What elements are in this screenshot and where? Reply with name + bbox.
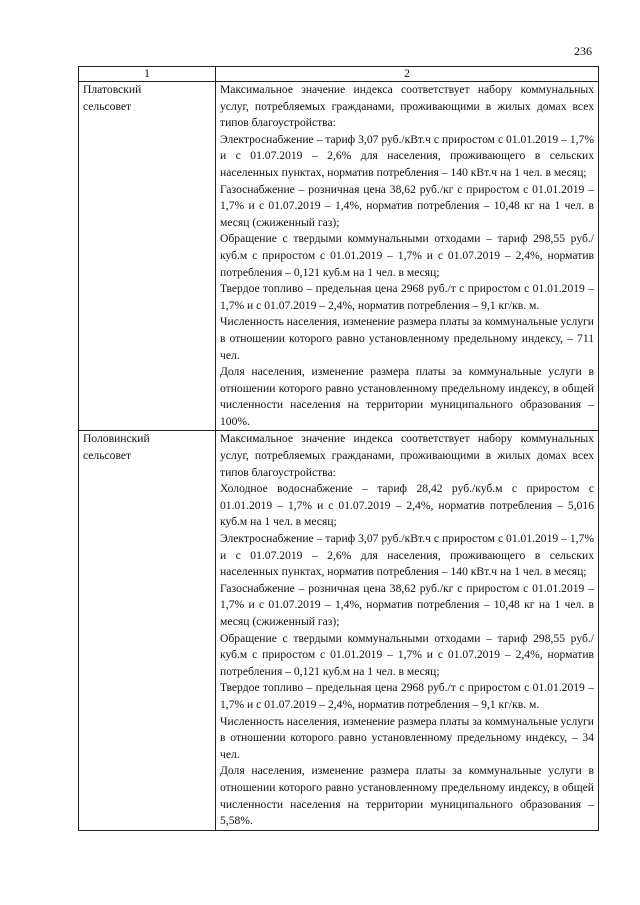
municipality-name-line: Платовский: [83, 83, 142, 96]
municipality-cell: [79, 431, 216, 830]
description-paragraph: Газоснабжение – розничная цена 38,62 руб./кг с приростом с 01.01.2019 – 1,7% и с 01.07.2019 – 1,4%, норматив потребления – 10,48 кг на 1 чел. в месяц (сжиженный газ);: [220, 581, 594, 628]
description-paragraph: Доля населения, изменение размера платы за коммунальные услуги в отношении которого равно установленному предельному индексу, в общей численности населения на территории муниципального образования – 100%.: [220, 365, 594, 428]
description-paragraph: Электроснабжение – тариф 3,07 руб./кВт.ч с приростом с 01.01.2019 – 1,7% и с 01.07.2019 – 2,6% для населения, проживающего в сельских населенных пунктах, норматив потребления – 140 кВт.ч на 1 чел. в месяц;: [220, 532, 594, 579]
description-cell: [216, 82, 599, 431]
description-paragraph: Численность населения, изменение размера платы за коммунальные услуги в отношении которого равно установленному предельному индексу, – 34 чел.: [220, 714, 594, 761]
page-number: 236: [574, 44, 592, 58]
description-paragraph: Обращение с твердыми коммунальными отходами – тариф 298,55 руб./куб.м с приростом с 01.01.2019 – 1,7% и с 01.07.2019 – 2,4%, норматив потребления – 0,121 куб.м на 1 чел. в месяц;: [220, 631, 594, 678]
description-paragraph: Обращение с твердыми коммунальными отходами – тариф 298,55 руб./куб.м с приростом с 01.01.2019 – 1,7% и с 01.07.2019 – 2,4%, норматив потребления – 0,121 куб.м на 1 чел. в месяц;: [220, 232, 594, 279]
description-paragraph: Холодное водоснабжение – тариф 28,42 руб./куб.м с приростом с 01.01.2019 – 1,7% и с 01.07.2019 – 2,4%, норматив потребления – 5,016 куб.м на 1 чел. в месяц;: [220, 482, 594, 529]
description-paragraph: Электроснабжение – тариф 3,07 руб./кВт.ч с приростом с 01.01.2019 – 1,7% и с 01.07.2019 – 2,6% для населения, проживающего в сельских населенных пунктах, норматив потребления – 140 кВт.ч на 1 чел. в месяц;: [220, 132, 594, 179]
column-header-2: 2: [216, 67, 599, 82]
description-paragraph: Твердое топливо – предельная цена 2968 руб./т с приростом с 01.01.2019 – 1,7% и с 01.07.2019 – 2,4%, норматив потребления – 9,1 кг/кв. м.: [220, 681, 594, 711]
description-paragraph: Твердое топливо – предельная цена 2968 руб./т с приростом с 01.01.2019 – 1,7% и с 01.07.2019 – 2,4%, норматив потребления – 9,1 кг/кв. м.: [220, 282, 594, 312]
description-paragraph: Максимальное значение индекса соответствует набору коммунальных услуг, потребляемых гражданами, проживающими в жилых домах всех типов благоустройства:: [220, 432, 594, 479]
municipality-name-line: Половинский: [83, 432, 150, 446]
table-row: [79, 431, 599, 830]
description-cell: [216, 431, 599, 830]
municipality-name-line: сельсовет: [83, 449, 132, 463]
table-header-row: [79, 67, 599, 82]
municipality-cell: [79, 82, 216, 431]
description-paragraph: Численность населения, изменение размера платы за коммунальные услуги в отношении которого равно установленному предельному индексу, – 711 чел.: [220, 315, 594, 362]
description-paragraph: Газоснабжение – розничная цена 38,62 руб./кг с приростом с 01.01.2019 – 1,7% и с 01.07.2019 – 1,4%, норматив потребления – 10,48 кг на 1 чел. в месяц (сжиженный газ);: [220, 182, 594, 229]
description-paragraph: Доля населения, изменение размера платы за коммунальные услуги в отношении которого равно установленному предельному индексу, в общей численности населения на территории муниципального образования – 5,58%.: [220, 764, 594, 828]
column-header-1: 1: [79, 67, 216, 82]
municipality-name-line: сельсовет: [83, 99, 132, 113]
description-paragraph: Максимальное значение индекса соответствует набору коммунальных услуг, потребляемых гражданами, проживающими в жилых домах всех типов благоустройства:: [220, 83, 594, 130]
table-row: [79, 82, 599, 431]
tariff-index-table: [78, 66, 599, 831]
